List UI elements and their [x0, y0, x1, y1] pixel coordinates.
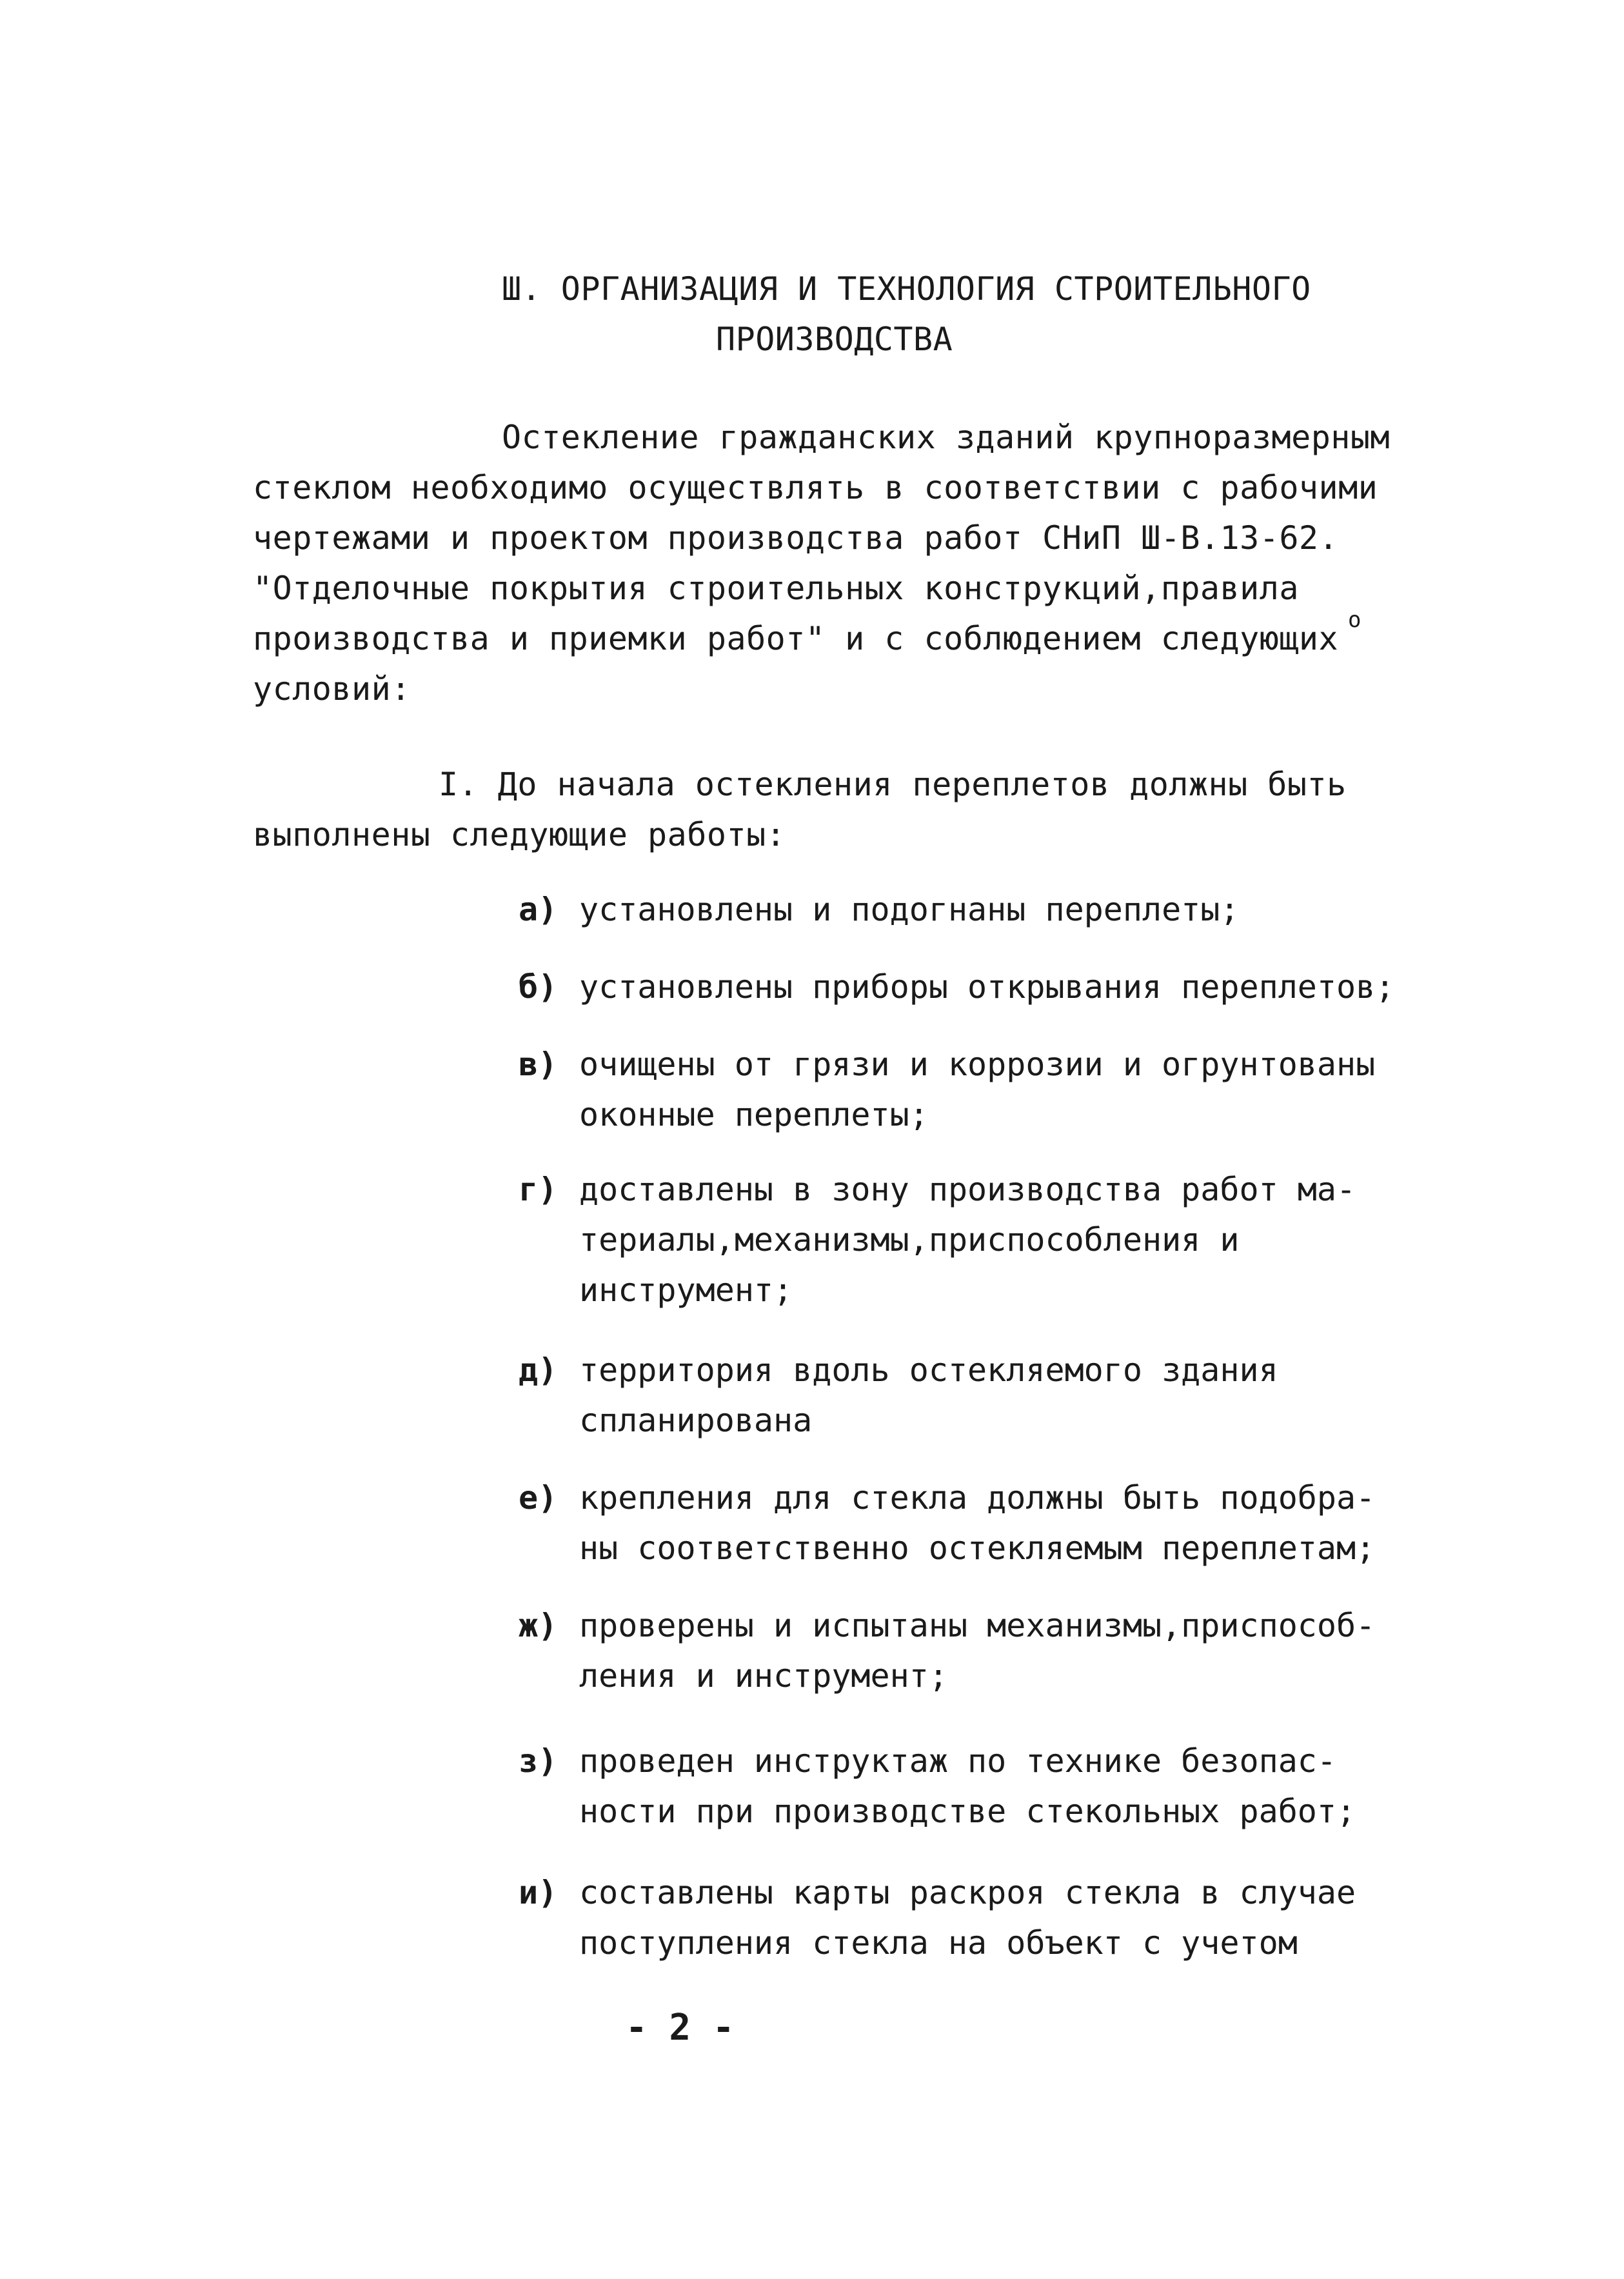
intro-line: "Отделочные покрытия строительных конструкций,правила — [253, 570, 1299, 607]
point-1-line: выполнены следующие работы: — [253, 816, 786, 853]
list-item-letter: ж) — [519, 1607, 558, 1644]
list-item-text: ления и инструмент; — [579, 1657, 948, 1695]
list-item-text: проведен инструктаж по технике безопас- — [579, 1742, 1336, 1780]
list-item-text: инструмент; — [579, 1271, 793, 1309]
intro-line: Остекление гражданских зданий крупноразмерным — [502, 419, 1391, 456]
list-item-text: териалы,механизмы,приспособления и — [579, 1221, 1240, 1259]
page-number: - 2 - — [626, 2007, 735, 2049]
section-heading-line2: ПРОИЗВОДСТВА — [716, 321, 953, 358]
list-item-text: спланирована — [579, 1402, 813, 1439]
list-item-letter: а) — [519, 891, 558, 928]
list-item-letter: г) — [519, 1171, 558, 1208]
list-item-text: территория вдоль остекляемого здания — [579, 1351, 1278, 1389]
list-item-letter: б) — [519, 968, 558, 1006]
list-item-letter: з) — [519, 1742, 558, 1780]
list-item-letter: е) — [519, 1479, 558, 1517]
list-item-text: крепления для стекла должны быть подобра- — [579, 1479, 1376, 1517]
list-item-letter: в) — [519, 1046, 558, 1083]
list-item-text: ности при производстве стекольных работ; — [579, 1793, 1356, 1830]
margin-mark: о — [1348, 607, 1362, 633]
list-item-text: доставлены в зону производства работ ма- — [579, 1171, 1356, 1208]
list-item-text: установлены приборы открывания переплетов; — [579, 968, 1395, 1006]
list-item-text: поступления стекла на объект с учетом — [579, 1924, 1298, 1962]
intro-line: условий: — [253, 670, 411, 708]
intro-line: производства и приемки работ" и с соблюдением следующих — [253, 620, 1339, 657]
list-item-text: оконные переплеты; — [579, 1096, 929, 1133]
list-item-text: ны соответственно остекляемым переплетам; — [579, 1529, 1376, 1567]
list-item-text: установлены и подогнаны переплеты; — [579, 891, 1240, 928]
section-heading-line1: Ш. ОРГАНИЗАЦИЯ И ТЕХНОЛОГИЯ СТРОИТЕЛЬНОГО — [502, 270, 1311, 308]
intro-line: чертежами и проектом производства работ СНиП Ш-В.13-62. — [253, 519, 1339, 557]
list-item-text: составлены карты раскроя стекла в случае — [579, 1874, 1356, 1911]
list-item-letter: д) — [519, 1351, 558, 1389]
intro-line: стеклом необходимо осуществлять в соответствии с рабочими — [253, 469, 1378, 506]
point-1-line: I. До начала остекления переплетов должны быть — [439, 766, 1347, 803]
list-item-text: очищены от грязи и коррозии и огрунтованы — [579, 1046, 1376, 1083]
list-item-letter: и) — [519, 1874, 558, 1911]
list-item-text: проверены и испытаны механизмы,приспособ- — [579, 1607, 1376, 1644]
